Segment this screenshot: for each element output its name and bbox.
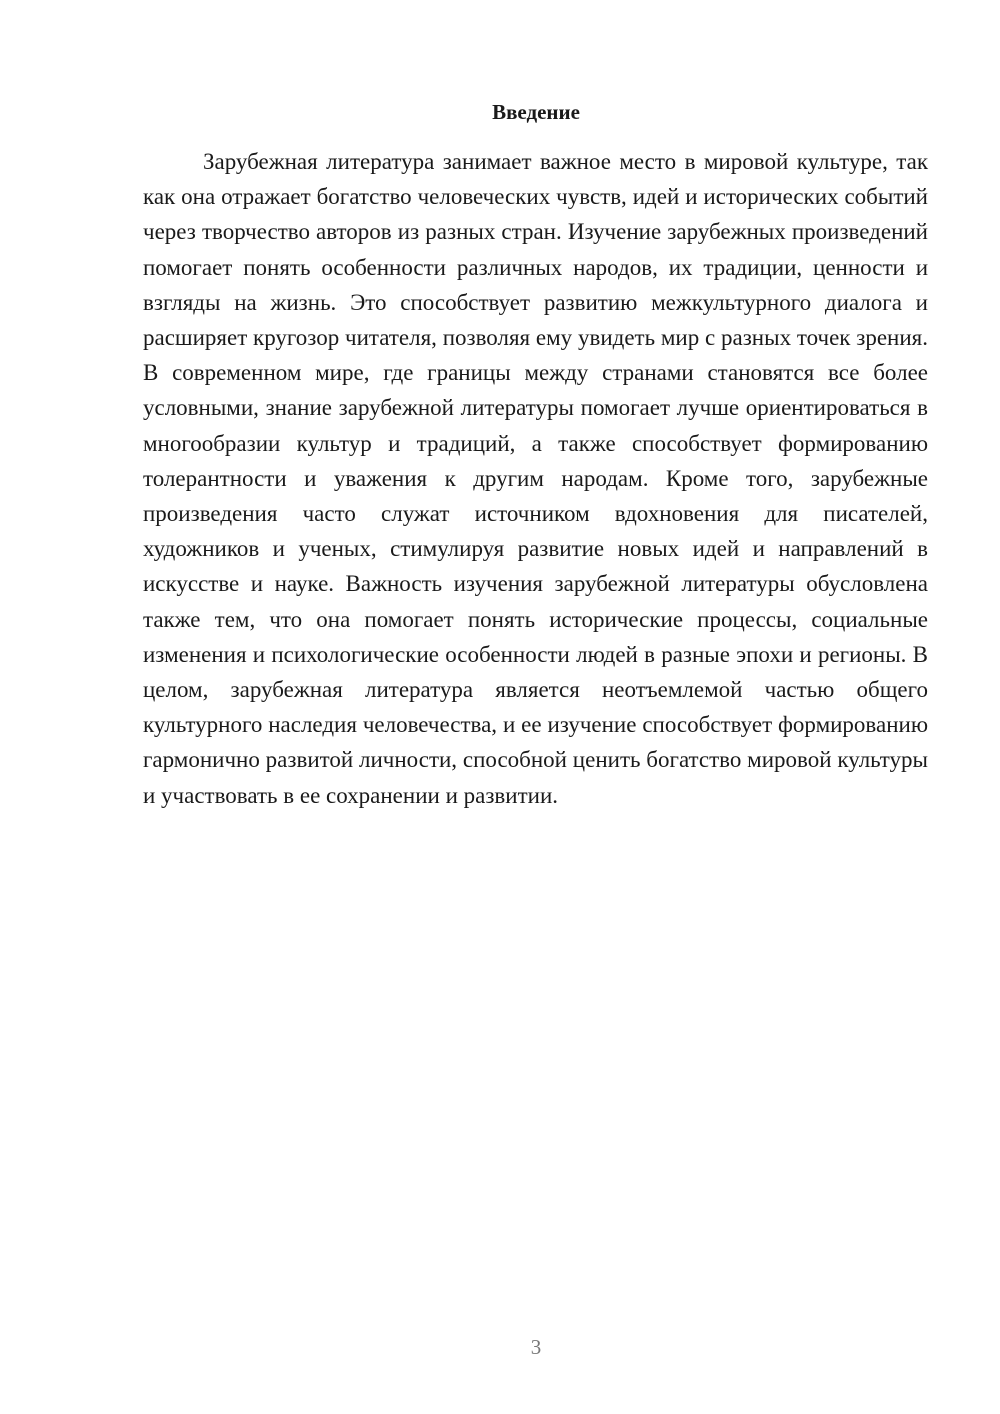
page-number: 3 xyxy=(530,1335,542,1359)
section-heading: Введение xyxy=(492,100,580,124)
body-paragraph: Зарубежная литература занимает важное место в мировой культуре, так как она отражает богатство человеческих чувств, идей и исторических событий через творчество авторов из разных стран. Изучение зарубежных произведений помогает понять особенности различных народов, их традиции, ценности и взгляды на жизнь. Это способствует развитию межкультурного диалога и расширяет кругозор читателя, позволяя ему увидеть мир с разных точек зрения. В современном мире, где границы между странами становятся все более условными, знание зарубежной литературы помогает лучше ориентироваться в многообразии культур и традиций, а также способствует формированию толерантности и уважения к другим народам. Кроме того, зарубежные произведения часто служат источником вдохновения для писателей, художников и ученых, стимулируя развитие новых идей и направлений в искусстве и науке. Важность изучения зарубежной литературы обусловлена также тем, что она помогает понять исторические процессы, социальные изменения и психологические особенности людей в разные эпохи и регионы. В целом, зарубежная литература является неотъемлемой частью общего культурного наследия человечества, и ее изучение способствует формированию гармонично развитой личности, способной ценить богатство мировой культуры и участвовать в ее сохранении и развитии. xyxy=(143,149,928,808)
